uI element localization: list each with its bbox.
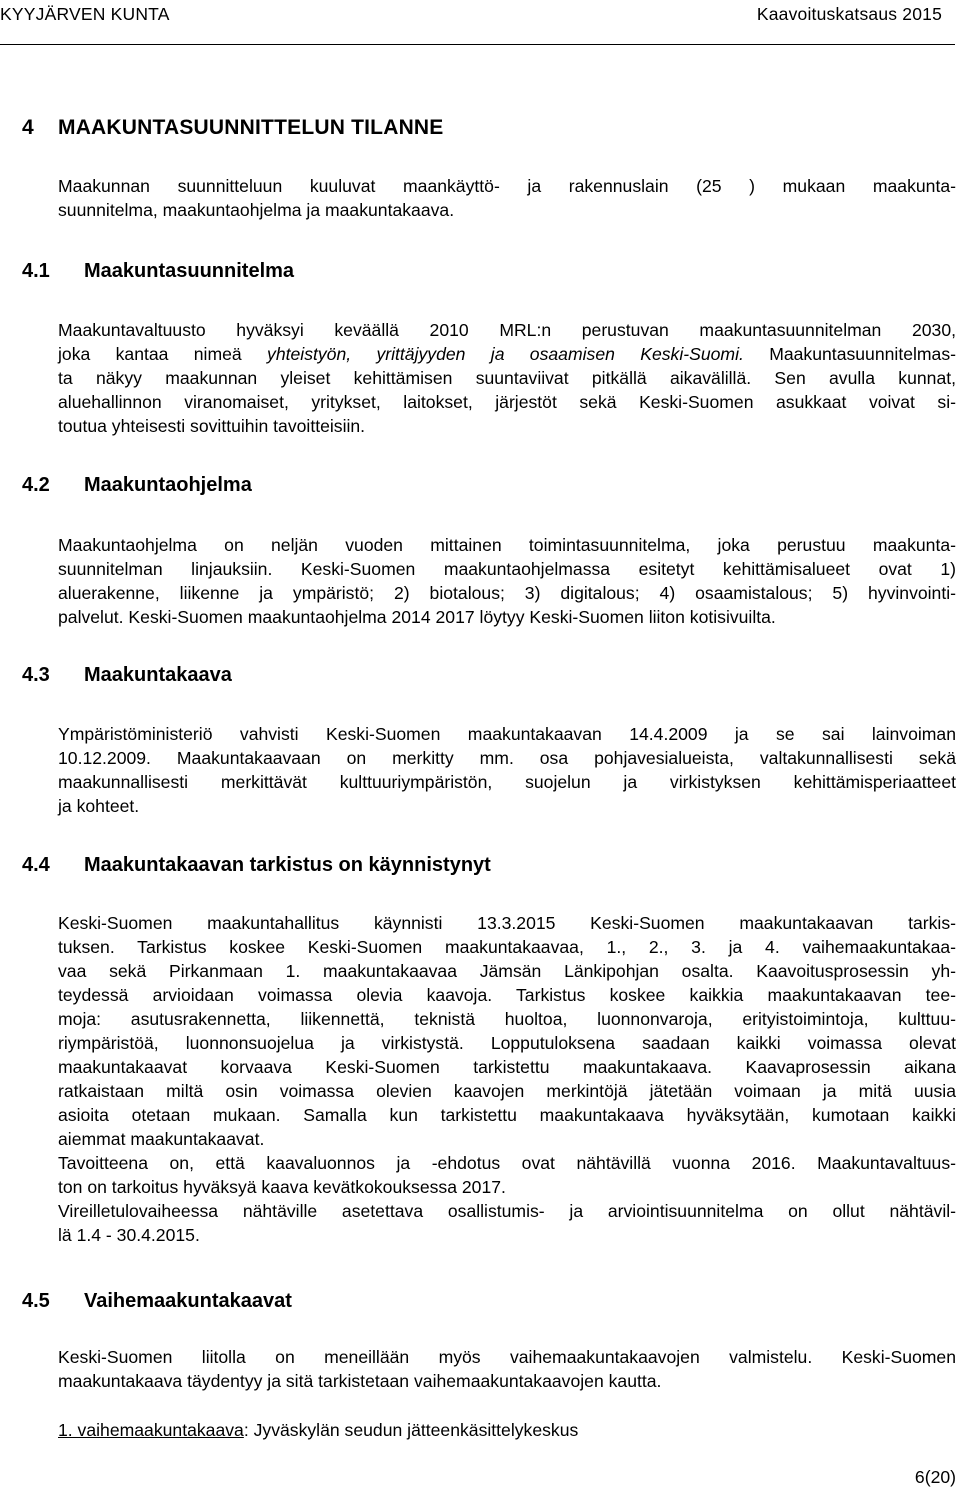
section-heading-4-4 xyxy=(22,854,491,877)
section-number: 4.1 xyxy=(22,260,50,282)
paragraph-line: asioita otetaan mukaan. Samalla kun tarkistettu maakuntakaava hyväksytään, kumotaan kaikki xyxy=(58,1105,956,1125)
page-header xyxy=(0,4,942,26)
paragraph-line: ton on tarkoitus hyväksyä kaava kevätkokouksessa 2017. xyxy=(58,1177,506,1197)
text-run: joka kantaa nimeä xyxy=(58,344,268,364)
header-organization: KYYJÄRVEN KUNTA xyxy=(0,4,170,24)
paragraph-line: tuksen. Tarkistus koskee Keski-Suomen maakuntakaavaa, 1., 2., 3. ja 4. vaihemaakuntakaa- xyxy=(58,937,956,957)
chapter-heading xyxy=(22,116,444,140)
paragraph-line: palvelut. Keski-Suomen maakuntaohjelma 2014 2017 löytyy Keski-Suomen liiton kotisivuilta. xyxy=(58,607,776,627)
header-document-title: Kaavoituskatsaus 2015 xyxy=(756,4,942,24)
paragraph-line: lä 1.4 - 30.4.2015. xyxy=(58,1225,200,1245)
section-title: Maakuntasuunnitelma xyxy=(84,260,295,282)
paragraph-line: Maakunnan suunnitteluun kuuluvat maankäyttö- ja rakennuslain (25 ) mukaan maakunta- xyxy=(58,176,956,196)
chapter-number: 4 xyxy=(22,116,34,139)
paragraph-line: Keski-Suomen maakuntahallitus käynnisti 13.3.2015 Keski-Suomen maakuntakaavan tarkis- xyxy=(58,913,956,933)
paragraph-line xyxy=(58,1418,956,1442)
subsection-underlined-label: 1. vaihemaakuntakaava xyxy=(58,1420,244,1440)
section-title: Maakuntakaavan tarkistus on käynnistynyt xyxy=(84,854,491,876)
paragraph-line: ratkaistaan miltä osin voimassa olevien kaavojen merkintöjä jätetään voimaan ja mitä uusia xyxy=(58,1081,956,1101)
section-heading-4-5 xyxy=(22,1290,292,1313)
paragraph-line: maakuntakaava täydentyy ja sitä tarkistetaan vaihemaakuntakaavojen kautta. xyxy=(58,1371,662,1391)
section-4-1-paragraph xyxy=(58,318,956,438)
text-run: : Jyväskylän seudun jätteenkäsittelykeskus xyxy=(243,1420,579,1440)
section-number: 4.4 xyxy=(22,854,50,876)
paragraph-line: Maakuntavaltuusto hyväksyi keväällä 2010 MRL:n perustuvan maakuntasuunnitelman 2030, xyxy=(58,320,956,340)
italic-vision-title: yhteistyön, yrittäjyyden ja osaamisen Keski-Suomi. xyxy=(267,344,744,364)
paragraph-line: Maakuntaohjelma on neljän vuoden mittainen toimintasuunnitelma, joka perustuu maakunta- xyxy=(58,535,956,555)
paragraph-line: maakuntakaavat korvaava Keski-Suomen tarkistettu maakuntakaava. Kaavaprosessin aikana xyxy=(58,1057,956,1077)
paragraph-line: aiemmat maakuntakaavat. xyxy=(58,1129,265,1149)
paragraph-line: aluehallinnon viranomaiset, yritykset, laitokset, järjestöt sekä Keski-Suomen asukkaat voivat si- xyxy=(58,392,956,412)
section-4-3-paragraph xyxy=(58,722,956,818)
section-number: 4.3 xyxy=(22,664,50,686)
text-run: Maakuntasuunnitelmas- xyxy=(743,344,956,364)
paragraph-line: teydessä arvioidaan voimassa olevia kaavoja. Tarkistus koskee kaikkia maakuntakaavan tee- xyxy=(58,985,956,1005)
section-heading-4-2 xyxy=(22,474,252,497)
paragraph-line: Vireilletulovaiheessa nähtäville asetettava osallistumis- ja arviointisuunnitelma on ollut nähtävil- xyxy=(58,1201,956,1221)
paragraph-line: Ympäristöministeriö vahvisti Keski-Suomen maakuntakaavan 14.4.2009 ja se sai lainvoiman xyxy=(58,724,956,744)
paragraph-line: toutua yhteisesti sovittuihin tavoitteisiin. xyxy=(58,416,366,436)
paragraph-line: ta näkyy maakunnan yleiset kehittämisen suuntaviivat pitkällä aikavälillä. Sen avulla kunnat, xyxy=(58,368,956,388)
page-number: 6(20) xyxy=(914,1467,956,1487)
section-title: Maakuntakaava xyxy=(84,664,232,686)
section-title: Vaihemaakuntakaavat xyxy=(84,1290,292,1312)
chapter-intro xyxy=(58,174,956,222)
paragraph-line: vaa sekä Pirkanmaan 1. maakuntakaavaa Jämsän Länkipohjan osalta. Kaavoitusprosessin yh- xyxy=(58,961,956,981)
paragraph-line xyxy=(58,342,956,366)
chapter-title: MAAKUNTASUUNNITTELUN TILANNE xyxy=(58,116,444,139)
section-heading-4-3 xyxy=(22,664,232,687)
section-4-4-paragraph xyxy=(58,911,956,1247)
section-number: 4.2 xyxy=(22,474,50,496)
paragraph-line: riympäristöä, luonnonsuojelua ja virkistystä. Lopputuloksena saadaan kaikki voimassa olevat xyxy=(58,1033,956,1053)
section-4-5-paragraph xyxy=(58,1345,956,1393)
section-4-2-paragraph xyxy=(58,533,956,629)
paragraph-line: suunnitelman linjauksiin. Keski-Suomen maakuntaohjelmassa esitetyt kehittämisalueet ovat 1) xyxy=(58,559,956,579)
paragraph-line: 10.12.2009. Maakuntakaavaan on merkitty mm. osa pohjavesialueista, valtakunnallisesti sekä xyxy=(58,748,956,768)
section-heading-4-1 xyxy=(22,260,294,283)
header-rule xyxy=(0,44,955,45)
subsection-line xyxy=(58,1418,956,1442)
section-title: Maakuntaohjelma xyxy=(84,474,252,496)
section-number: 4.5 xyxy=(22,1290,50,1312)
paragraph-line: Tavoitteena on, että kaavaluonnos ja -ehdotus ovat nähtävillä vuonna 2016. Maakuntavaltuus- xyxy=(58,1153,956,1173)
paragraph-line: ja kohteet. xyxy=(58,796,140,816)
paragraph-line: aluerakenne, liikenne ja ympäristö; 2) biotalous; 3) digitalous; 4) osaamistalous; 5) hyvinvointi- xyxy=(58,583,956,603)
paragraph-line: Keski-Suomen liitolla on meneillään myös vaihemaakuntakaavojen valmistelu. Keski-Suomen xyxy=(58,1347,956,1367)
paragraph-line: maakunnallisesti merkittävät kulttuuriympäristön, suojelun ja virkistyksen kehittämisperiaatteet xyxy=(58,772,956,792)
paragraph-line: suunnitelma, maakuntaohjelma ja maakuntakaava. xyxy=(58,200,455,220)
paragraph-line: moja: asutusrakennetta, liikennettä, teknistä huoltoa, luonnonvaroja, erityistoimintoja, kulttuu- xyxy=(58,1009,956,1029)
